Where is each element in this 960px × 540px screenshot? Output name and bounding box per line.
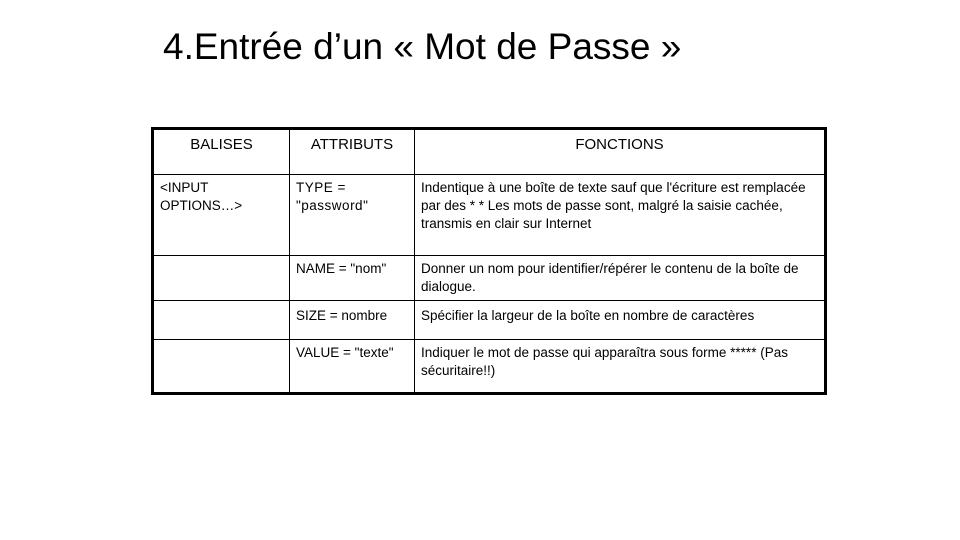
tags-table bbox=[151, 127, 827, 395]
cell-fonction: Indiquer le mot de passe qui apparaîtra sous forme ***** (Pas sécuritaire!!) bbox=[415, 340, 826, 394]
cell-attribut: SIZE = nombre bbox=[290, 301, 415, 340]
cell-balise bbox=[153, 256, 290, 301]
cell-fonction: Indentique à une boîte de texte sauf que l'écriture est remplacée par des * * Les mots de passe sont, malgré la saisie cachée, transmis en clair sur Internet bbox=[415, 175, 826, 256]
table-row bbox=[153, 175, 826, 256]
header-attributs: ATTRIBUTS bbox=[290, 129, 415, 175]
cell-attribut: NAME = "nom" bbox=[290, 256, 415, 301]
slide-title: 4.Entrée d’un « Mot de Passe » bbox=[163, 26, 682, 67]
cell-attribut: TYPE = "password" bbox=[290, 175, 415, 256]
cell-fonction: Donner un nom pour identifier/répérer le contenu de la boîte de dialogue. bbox=[415, 256, 826, 301]
header-fonctions: FONCTIONS bbox=[415, 129, 826, 175]
table-row bbox=[153, 301, 826, 340]
cell-balise bbox=[153, 340, 290, 394]
cell-balise bbox=[153, 301, 290, 340]
cell-balise: <INPUT OPTIONS…> bbox=[153, 175, 290, 256]
table-row bbox=[153, 340, 826, 394]
cell-fonction: Spécifier la largeur de la boîte en nombre de caractères bbox=[415, 301, 826, 340]
header-balises: BALISES bbox=[153, 129, 290, 175]
table-header-row bbox=[153, 129, 826, 175]
table-row bbox=[153, 256, 826, 301]
cell-attribut: VALUE = "texte" bbox=[290, 340, 415, 394]
